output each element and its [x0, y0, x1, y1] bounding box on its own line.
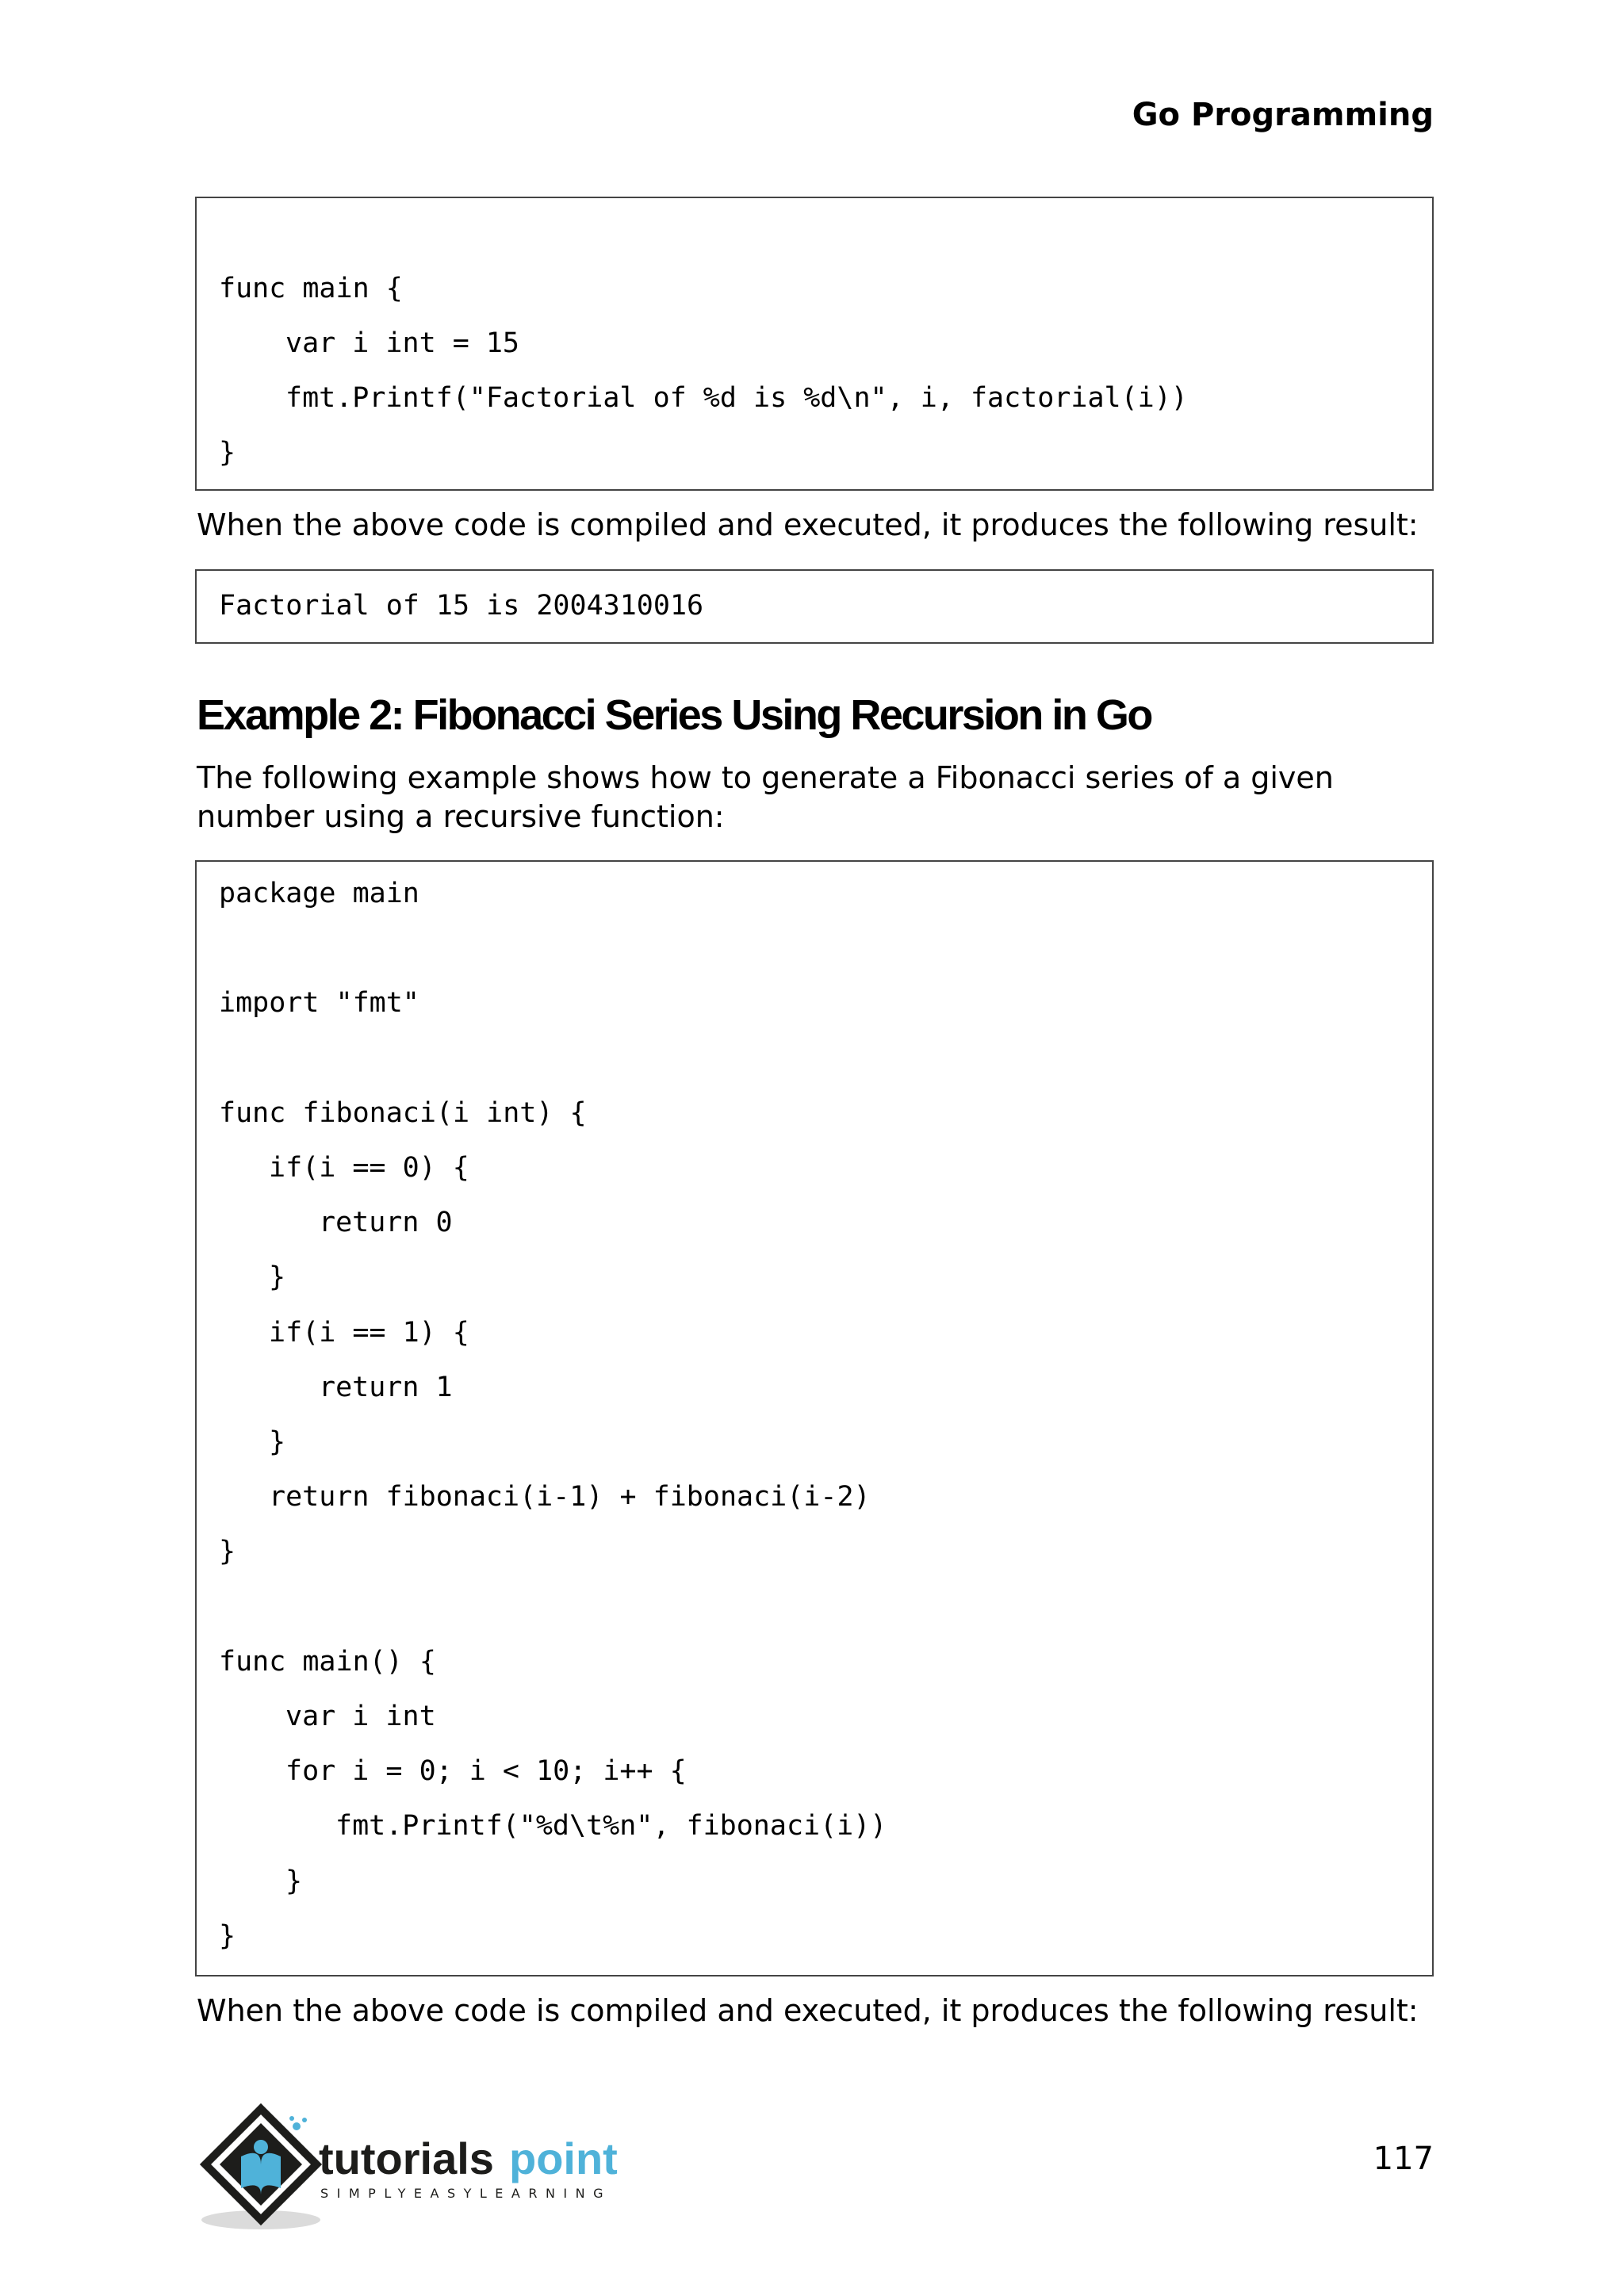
code-line: }: [219, 1536, 236, 1568]
code-line: if(i == 0) {: [269, 1152, 469, 1184]
intro-paragraph: The following example shows how to generate a Fibonacci series of a given number using a recursive function:: [197, 760, 1334, 834]
code-line: fmt.Printf("%d\t%n", fibonaci(i)): [335, 1810, 887, 1843]
code-line: }: [269, 1261, 286, 1294]
code-line: fmt.Printf("Factorial of %d is %d\n", i, factorial(i)): [285, 382, 1188, 414]
code-line: if(i == 1) {: [269, 1316, 469, 1349]
code-line: return 0: [319, 1207, 453, 1239]
result-intro-paragraph-2: When the above code is compiled and executed, it produces the following result:: [197, 1993, 1419, 2028]
section-heading: Example 2: Fibonacci Series Using Recursion in Go: [197, 691, 1151, 739]
code-line: }: [269, 1426, 286, 1458]
code-block-factorial-main: [195, 197, 1434, 491]
code-line: func main() {: [219, 1645, 436, 1678]
page-header-title: Go Programming: [1132, 97, 1434, 133]
code-line: var i int: [285, 1701, 436, 1732]
code-line: func main {: [219, 273, 403, 304]
output-block-factorial: [195, 569, 1434, 644]
code-line: return 1: [319, 1371, 453, 1403]
code-block-fibonacci: [195, 860, 1434, 1976]
logo-wordmark-accent: point: [509, 2133, 618, 2183]
tutorialspoint-logo: [193, 2101, 638, 2239]
logo-tagline: SIMPLYEASYLEARNING: [320, 2186, 612, 2201]
code-line: }: [285, 1865, 303, 1897]
code-line: }: [219, 1919, 236, 1952]
result-intro-paragraph: When the above code is compiled and executed, it produces the following result:: [197, 507, 1419, 542]
code-line: }: [219, 437, 236, 469]
code-line: package main: [219, 878, 419, 909]
code-line: var i int = 15: [285, 327, 520, 359]
output-line: Factorial of 15 is 2004310016: [219, 590, 704, 622]
logo-wordmark-dark: tutorials: [319, 2133, 494, 2183]
code-line: for i = 0; i < 10; i++ {: [285, 1755, 687, 1788]
page-number: 117: [1373, 2141, 1434, 2177]
code-line: func fibonaci(i int) {: [219, 1096, 587, 1129]
code-line: import "fmt": [219, 987, 419, 1020]
code-line: return fibonaci(i-1) + fibonaci(i-2): [269, 1481, 871, 1513]
